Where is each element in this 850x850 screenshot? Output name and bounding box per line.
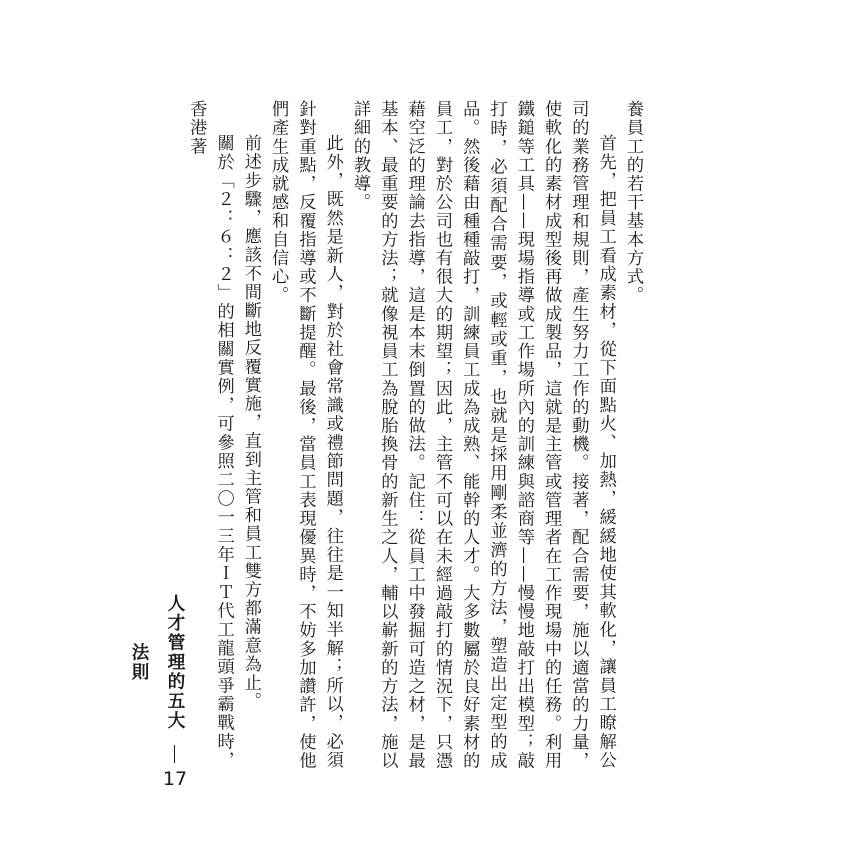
body-text (186, 100, 646, 770)
page-number: 17 (162, 768, 188, 790)
paragraph-2: 首先，把員工看成素材，從下面點火、加熱，緩緩地使其軟化，讓員工瞭解公司的業務管理和規則，產生努力工作的動機。接著，配合需要，施以適當的力量，使軟化的素材成型後再做成製品，這就是主管或管理者在工作現場中的任務。利用鐵鎚等工具——現場指導或工作場所內的訓練與諮商等——慢慢地敲打出模型；敲打時，必須配合需要，或輕或重，也就是採用剛柔並濟的方法，塑造出定型的成品。然後藉由種種敲打，訓練員工成為成熟、能幹的人才。大多數屬於良好素材的員工，對於公司也有很大的期望；因此，主管不可以在未經過敲打的情況下，只憑藉空泛的理論去指導，這是本末倒置的做法。記住：從員工中發掘可造之材，是最基本、最重要的方法；就像視員工為脫胎換骨的新生之人，輔以嶄新的方法，施以詳細的教導。 (350, 100, 616, 770)
running-head-rule (174, 745, 175, 763)
paragraph-3: 此外，既然是新人，對於社會常識或禮節問題，往往是一知半解；所以，必須針對重點，反覆指導或不斷提醒。最後，當員工表現優異時，不妨多加讚許，使他們產生成就感和自信心。 (268, 100, 343, 770)
paragraph-1: 養員工的若干基本方式。 (623, 100, 643, 305)
paragraph-5: 關於「２：６：２」的相關實例，可參照二〇一三年ＩＴ代工龍頭爭霸戰時，香港著 (186, 100, 234, 770)
paragraph-4: 前述步驟，應該不間斷地反覆實施，直到主管和員工雙方都滿意為止。 (240, 134, 261, 711)
running-head: 人才管理的五大法則 (129, 594, 185, 731)
